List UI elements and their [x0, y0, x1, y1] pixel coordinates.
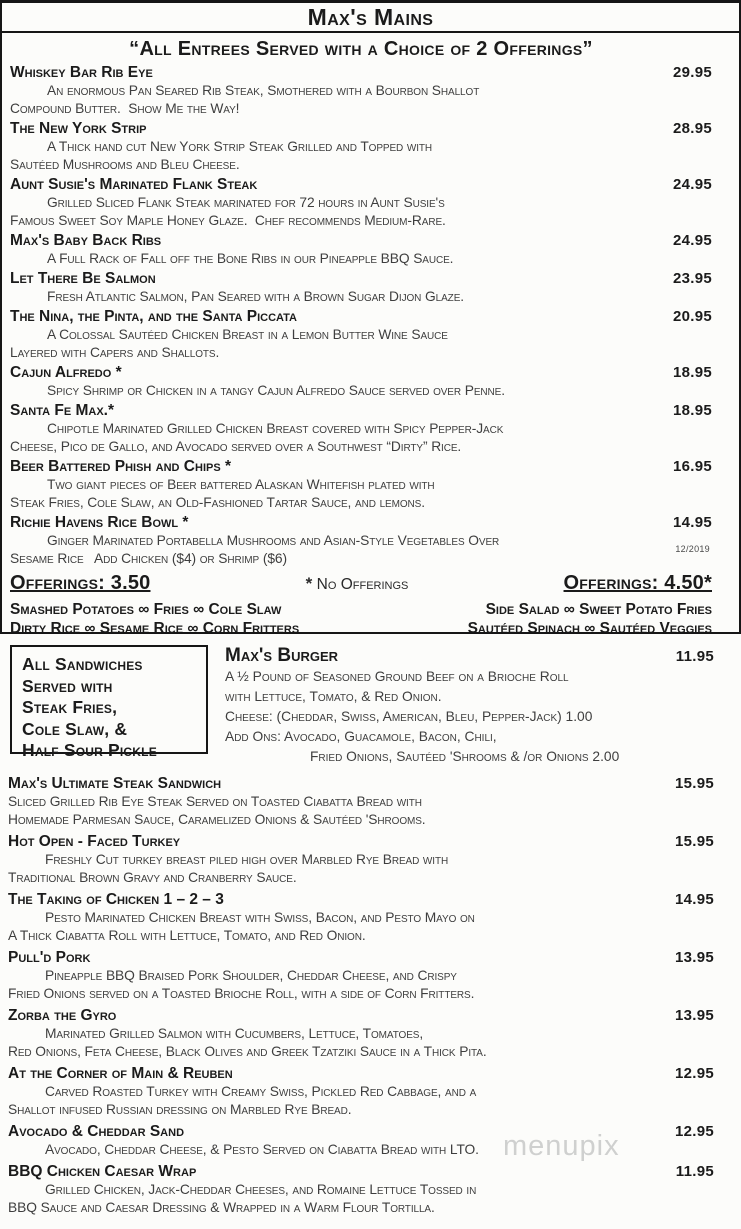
item-description-line: Spicy Shrimp or Chicken in a tangy Cajun Alfredo Sauce served over Penne. — [47, 383, 505, 398]
item-description-line: Compound Butter. Show Me the Way! — [10, 101, 240, 116]
item-name: Avocado & Cheddar Sand — [8, 1123, 185, 1140]
page-title: Max's Mains — [307, 3, 434, 30]
item-name: Santa Fe Max.* — [10, 402, 115, 419]
item-name: Aunt Susie's Marinated Flank Steak — [10, 176, 258, 193]
burger-description-line: A ½ Pound of Seasoned Ground Beef on a Brioche Roll — [225, 669, 569, 684]
item-description-line: Steak Fries, Cole Slaw, an Old-Fashioned Tartar Sauce, and lemons. — [10, 495, 425, 510]
item-description-line: Shallot infused Russian dressing on Marbled Rye Bread. — [8, 1102, 352, 1117]
offerings-right-title: Offerings: 4.50* — [563, 572, 712, 594]
item-description-line: Red Onions, Feta Cheese, Black Olives and Greek Tzatziki Sauce in a Thick Pita. — [8, 1044, 487, 1059]
item-description-line: A Thick hand cut New York Strip Steak Grilled and Topped with — [47, 139, 433, 154]
burger-description-line: Cheese: (Cheddar, Swiss, American, Bleu, Pepper-Jack) 1.00 — [225, 709, 593, 724]
item-price: 23.95 — [672, 270, 712, 287]
item-name: Cajun Alfredo * — [10, 364, 122, 381]
note-box-line: Served with — [22, 675, 113, 696]
item-description-line: Famous Sweet Soy Maple Honey Glaze. Chef recommends Medium-Rare. — [10, 213, 446, 228]
menu-item — [10, 231, 712, 268]
menu-item — [10, 269, 712, 306]
item-description-line: Sesame Rice Add Chicken ($4) or Shrimp ($6) — [10, 551, 287, 566]
menu-item — [10, 457, 712, 512]
item-price: 14.95 — [674, 891, 714, 908]
item-description-line: Grilled Chicken, Jack-Cheddar Cheeses, and Romaine Lettuce Tossed in — [45, 1182, 477, 1197]
burger-description-line: with Lettuce, Tomato, & Red Onion. — [225, 689, 442, 704]
offerings-right-list — [468, 600, 712, 634]
item-name: BBQ Chicken Caesar Wrap — [8, 1163, 197, 1180]
item-description-line: Marinated Grilled Salmon with Cucumbers, Lettuce, Tomatoes, — [45, 1026, 424, 1041]
offerings-left-list-line: Dirty Rice ∞ Sesame Rice ∞ Corn Fritters — [10, 620, 300, 634]
item-name: Beer Battered Phish and Chips * — [10, 458, 232, 475]
note-box-line: All Sandwiches — [22, 654, 143, 674]
item-price: 16.95 — [672, 458, 712, 475]
item-price: 18.95 — [672, 402, 712, 419]
item-description-line: Grilled Sliced Flank Steak marinated for 72 hours in Aunt Susie's — [47, 195, 445, 210]
burger-description-line: Add Ons: Avocado, Guacamole, Bacon, Chili, — [225, 729, 497, 744]
item-description-line: Cheese, Pico de Gallo, and Avocado served over a Southwest “Dirty” Rice. — [10, 439, 462, 454]
burger-name: Max's Burger — [225, 645, 339, 666]
note-box-line: Steak Fries, — [22, 697, 118, 717]
item-price: 11.95 — [675, 1163, 714, 1180]
item-name: The Nina, the Pinta, and the Santa Piccata — [10, 308, 297, 325]
sandwich-note-box — [10, 645, 208, 760]
item-description-line: BBQ Sauce and Caesar Dressing & Wrapped in a Warm Flour Tortilla. — [8, 1200, 435, 1215]
no-offerings-star: * — [305, 574, 313, 593]
item-description-line: Fried Onions served on a Toasted Brioche Roll, with a side of Corn Fritters. — [8, 986, 475, 1001]
item-price: 15.95 — [674, 775, 714, 792]
offerings-right-list-line: Side Salad ∞ Sweet Potato Fries — [485, 601, 712, 618]
menu-item — [8, 832, 714, 887]
note-box-line: Half Sour Pickle — [22, 740, 157, 760]
item-name: Let There Be Salmon — [10, 270, 156, 287]
burger-price: 11.95 — [675, 648, 714, 665]
revision-date: 12/2019 — [675, 544, 710, 554]
item-name: Zorba the Gyro — [8, 1007, 117, 1024]
item-description-line: Layered with Capers and Shallots. — [10, 345, 220, 360]
offerings-left-list-line: Smashed Potatoes ∞ Fries ∞ Cole Slaw — [10, 601, 282, 618]
item-price: 13.95 — [674, 949, 714, 966]
menu-item — [10, 401, 712, 456]
menu-item — [10, 513, 712, 568]
item-description-line: Sliced Grilled Rib Eye Steak Served on Toasted Ciabatta Bread with — [8, 794, 422, 809]
item-price: 28.95 — [672, 120, 712, 137]
item-description-line: Freshly Cut turkey breast piled high over Marbled Rye Bread with — [45, 852, 449, 867]
offerings-left-list — [10, 600, 299, 634]
item-description-line: Avocado, Cheddar Cheese, & Pesto Served on Ciabatta Bread with LTO. — [45, 1142, 479, 1157]
item-name: The Taking of Chicken 1 – 2 – 3 — [8, 891, 224, 908]
menu-item — [8, 1162, 714, 1217]
offerings-left-title: Offerings: 3.50 — [10, 572, 151, 594]
item-price: 15.95 — [674, 833, 714, 850]
sandwiches-section — [0, 645, 741, 1229]
item-name: Max's Ultimate Steak Sandwich — [8, 775, 222, 792]
item-name: Max's Baby Back Ribs — [10, 232, 162, 249]
item-description-line: Pineapple BBQ Braised Pork Shoulder, Cheddar Cheese, and Crispy — [45, 968, 457, 983]
menu-item — [8, 774, 714, 829]
offerings-block — [10, 572, 712, 634]
note-box-line: Cole Slaw, & — [22, 718, 128, 739]
entrees-subtitle: “All Entrees Served with a Choice of 2 Offerings” — [129, 38, 593, 60]
burger-description-line: Fried Onions, Sautéed 'Shrooms & /or Onions 2.00 — [310, 749, 620, 764]
item-price: 14.95 — [672, 514, 712, 531]
item-description-line: Traditional Brown Gravy and Cranberry Sauce. — [8, 870, 297, 885]
item-description-line: A Colossal Sautéed Chicken Breast in a Lemon Butter Wine Sauce — [47, 327, 448, 342]
burger-item — [208, 645, 714, 767]
menu-item — [10, 307, 712, 362]
item-description-line: Sautéed Mushrooms and Bleu Cheese. — [10, 157, 240, 172]
entrees-section — [0, 33, 741, 634]
item-name: Pull'd Pork — [8, 949, 91, 966]
item-price: 24.95 — [672, 232, 712, 249]
item-price: 13.95 — [674, 1007, 714, 1024]
item-description-line: Two giant pieces of Beer battered Alaskan Whitefish plated with — [47, 477, 435, 492]
item-name: The New York Strip — [10, 120, 147, 137]
menu-item — [10, 63, 712, 118]
menu-item — [8, 1006, 714, 1061]
item-price: 24.95 — [672, 176, 712, 193]
offerings-right-list-line: Sautéed Spinach ∞ Sautéed Veggies — [467, 620, 712, 634]
item-description-line: Ginger Marinated Portabella Mushrooms and Asian-Style Vegetables Over — [47, 533, 500, 548]
item-description-line: An enormous Pan Seared Rib Steak, Smothered with a Bourbon Shallot — [47, 83, 480, 98]
item-description-line: A Thick Ciabatta Roll with Lettuce, Tomato, and Red Onion. — [8, 928, 366, 943]
item-price: 29.95 — [672, 64, 712, 81]
menupix-watermark: menupix — [503, 1130, 620, 1162]
item-price: 20.95 — [672, 308, 712, 325]
item-name: Hot Open - Faced Turkey — [8, 833, 181, 850]
item-name: At the Corner of Main & Reuben — [8, 1065, 233, 1082]
item-name: Whiskey Bar Rib Eye — [10, 64, 153, 81]
item-description-line: Homemade Parmesan Sauce, Caramelized Onions & Sautéed 'Shrooms. — [8, 812, 426, 827]
menu-item — [10, 119, 712, 174]
item-price: 12.95 — [674, 1065, 714, 1082]
menu-item — [10, 175, 712, 230]
menu-item — [10, 363, 712, 400]
item-price: 12.95 — [674, 1123, 714, 1140]
menu-item — [8, 1064, 714, 1119]
menu-title-box — [0, 0, 741, 33]
item-description-line: Carved Roasted Turkey with Creamy Swiss, Pickled Red Cabbage, and a — [45, 1084, 477, 1099]
offerings-note — [150, 574, 563, 594]
item-description-line: Chipotle Marinated Grilled Chicken Breast covered with Spicy Pepper-Jack — [47, 421, 504, 436]
item-description-line: Fresh Atlantic Salmon, Pan Seared with a Brown Sugar Dijon Glaze. — [47, 289, 464, 304]
item-description-line: Pesto Marinated Chicken Breast with Swiss, Bacon, and Pesto Mayo on — [45, 910, 475, 925]
item-price: 18.95 — [672, 364, 712, 381]
menu-item — [8, 948, 714, 1003]
item-description-line: A Full Rack of Fall off the Bone Ribs in our Pineapple BBQ Sauce. — [47, 251, 454, 266]
item-name: Richie Havens Rice Bowl * — [10, 514, 189, 531]
no-offerings-text: No Offerings — [316, 576, 409, 593]
menu-item — [8, 890, 714, 945]
